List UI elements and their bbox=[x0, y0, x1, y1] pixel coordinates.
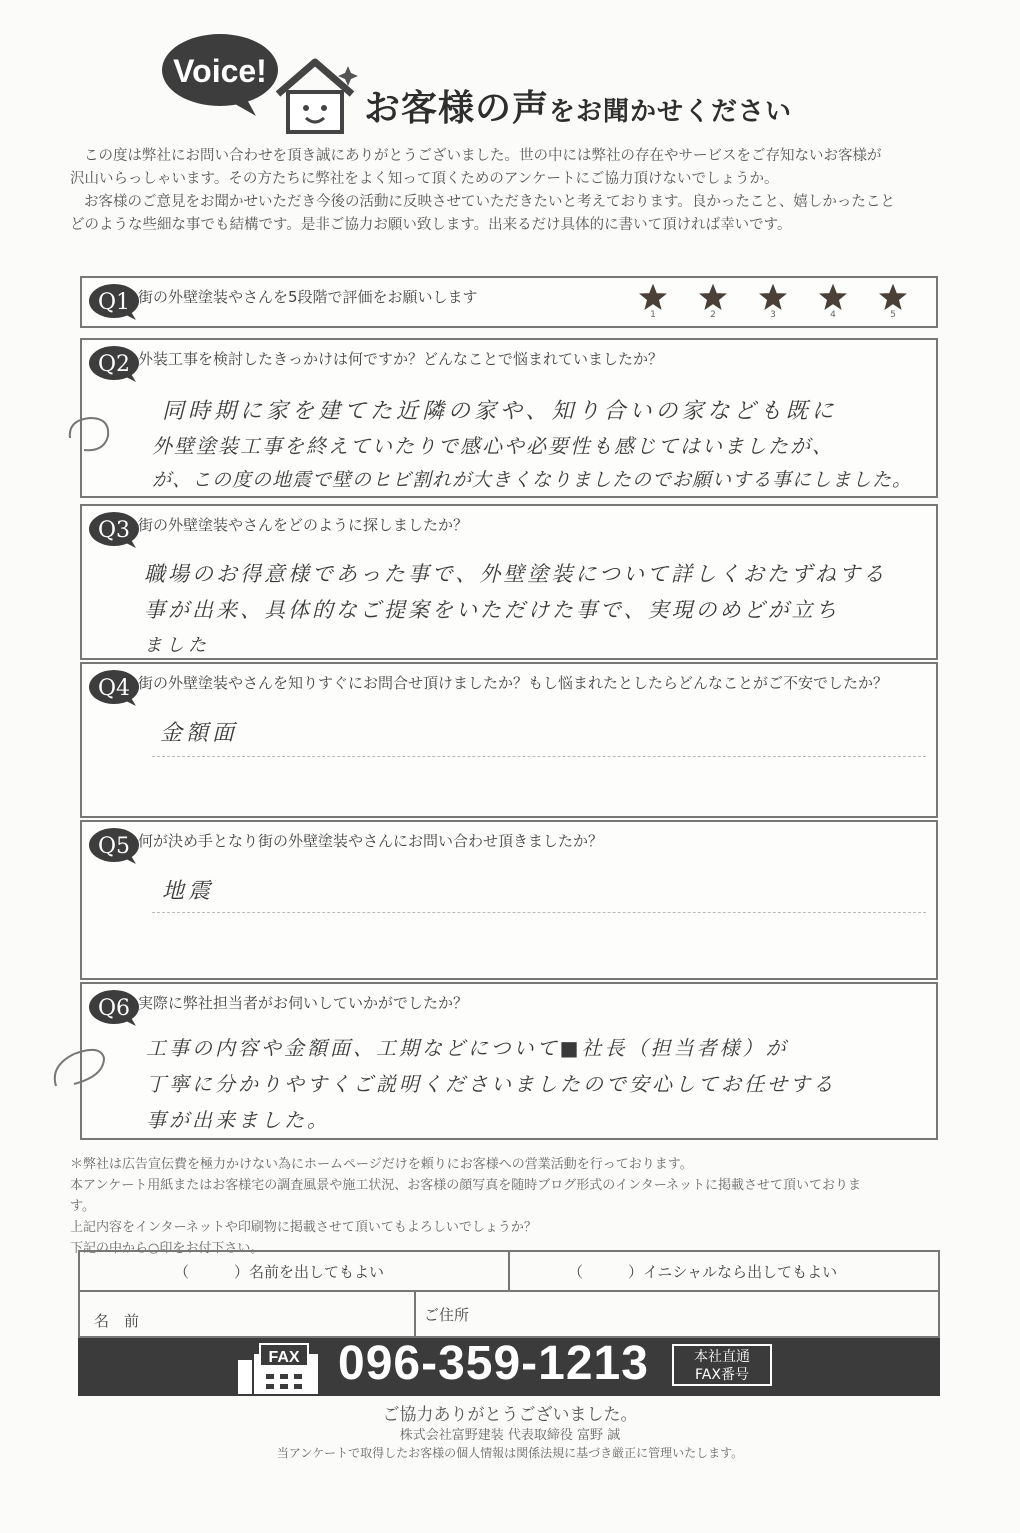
note-line: す。 bbox=[70, 1199, 95, 1214]
question-box-q2 bbox=[80, 338, 938, 498]
q4-text: 街の外壁塗装やさんを知りすぐにお問合せ頂けましたか？もし悩まれたとしたらどんなことがご不安でしたか？ bbox=[138, 674, 889, 692]
q4-tag-icon bbox=[88, 668, 142, 706]
circle-mark-icon bbox=[58, 408, 118, 458]
company-name: 株式会社富野建装 代表取締役 富野 誠 bbox=[399, 1428, 621, 1443]
thanks-text: ご協力ありがとうございました。 bbox=[382, 1405, 638, 1425]
q3-answer-line: 事が出来、具体的なご提案をいただけた事で、実現のめどが立ち bbox=[144, 598, 840, 622]
q6-answer-line: 事が出来ました。 bbox=[146, 1108, 330, 1132]
note-line: 上記内容をインターネットや印刷物に掲載させて頂いてもよろしいでしょうか？ bbox=[70, 1220, 537, 1235]
q1-tag: Q1 bbox=[97, 290, 131, 315]
star-icon bbox=[699, 284, 727, 310]
answer-rule bbox=[152, 912, 926, 913]
star-number: 1 bbox=[650, 310, 656, 320]
page-title bbox=[364, 80, 792, 131]
rating-star[interactable] bbox=[878, 284, 908, 320]
star-number: 2 bbox=[710, 310, 716, 320]
star-icon bbox=[819, 284, 847, 310]
q6-tag-icon bbox=[88, 988, 142, 1026]
voice-badge-icon bbox=[158, 30, 286, 118]
note-line: 下記の中から○印をお付下さい。 bbox=[70, 1241, 264, 1256]
consent-table bbox=[78, 1250, 940, 1338]
q2-answer-line: が、この度の地震で壁のヒビ割れが大きくなりましたのでお願いする事にしました。 bbox=[152, 469, 913, 491]
q2-answer-line: 外壁塗装工事を終えていたりで感心や必要性も感じてはいましたが、 bbox=[152, 434, 834, 458]
rating-stars[interactable] bbox=[638, 284, 908, 320]
house-mascot-icon bbox=[270, 52, 360, 140]
fax-number: 096-359-1213 bbox=[338, 1337, 649, 1390]
q6-answer-line: 工事の内容や金額面、工期などについて■社長（担当者様）が bbox=[146, 1036, 789, 1060]
rating-star[interactable] bbox=[698, 284, 728, 320]
intro-line: 沢山いらっしゃいます。その方たちに弊社をよく知って頂くためのアンケートにご協力頂けないでしょうか。 bbox=[70, 171, 779, 187]
star-number: 4 bbox=[830, 310, 836, 320]
rating-star[interactable] bbox=[818, 284, 848, 320]
q1-text: 街の外壁塗装やさんを5段階で評価をお願いします bbox=[138, 288, 478, 306]
q3-text: 街の外壁塗装やさんをどのように探しましたか？ bbox=[138, 516, 469, 534]
q2-text: 外装工事を検討したきっかけは何ですか？どんなことで悩まれていましたか？ bbox=[138, 350, 664, 368]
q2-tag-icon bbox=[88, 344, 142, 382]
question-box-q1 bbox=[80, 276, 938, 328]
note-line: 本アンケート用紙またはお客様宅の調査風景や施工状況、お客様の顔写真を随時ブログ形式のインターネットに掲載させて頂いておりま bbox=[70, 1178, 862, 1193]
fax-label-line: 本社直通 bbox=[694, 1349, 750, 1365]
fax-machine-icon bbox=[236, 1340, 320, 1396]
note-line: ＊弊社は広告宣伝費を極力かけない為にホームページだけを頼りにお客様への営業活動を行っております。 bbox=[70, 1157, 693, 1172]
q5-tag-icon bbox=[88, 826, 142, 864]
rating-star[interactable] bbox=[638, 284, 668, 320]
name-field-label: 名 前 bbox=[94, 1312, 140, 1330]
privacy-notice: 当アンケートで取得したお客様の個人情報は関係法規に基づき厳正に管理いたします。 bbox=[276, 1446, 744, 1460]
intro-text bbox=[70, 145, 970, 237]
q2-answer-line: 同時期に家を建てた近隣の家や、知り合いの家なども既に bbox=[162, 399, 838, 424]
intro-line: お客様のご意見をお聞かせいただき今後の活動に反映させていただきたいと考えております。良かったこと、嬉しかったこと bbox=[84, 194, 895, 210]
fax-number-label bbox=[672, 1344, 772, 1386]
voice-badge-text: Voice! bbox=[173, 53, 267, 89]
q1-tag-icon bbox=[88, 282, 142, 320]
circle-mark-icon bbox=[44, 1036, 114, 1096]
star-number: 3 bbox=[770, 310, 776, 320]
consent-option-name[interactable]: （ ）名前を出してもよい bbox=[174, 1263, 385, 1281]
question-box-q3 bbox=[80, 504, 938, 660]
star-icon bbox=[639, 284, 667, 310]
q6-text: 実際に弊社担当者がお伺いしていかがでしたか？ bbox=[138, 994, 469, 1012]
question-box-q6 bbox=[80, 982, 938, 1140]
q3-answer-line: 職場のお得意様であった事で、外壁塗装について詳しくおたずねする bbox=[144, 562, 887, 586]
q3-answer-line: ました bbox=[144, 635, 210, 656]
q5-tag: Q5 bbox=[97, 834, 131, 859]
question-box-q4 bbox=[80, 662, 938, 818]
title-sub: をお聞かせください bbox=[549, 97, 793, 127]
star-number: 5 bbox=[890, 310, 896, 320]
star-icon bbox=[879, 284, 907, 310]
question-box-q5 bbox=[80, 820, 938, 980]
q5-answer-line: 地震 bbox=[162, 879, 215, 904]
answer-rule bbox=[152, 756, 926, 757]
intro-line: どのような些細な事でも結構です。是非ご協力お願い致します。出来るだけ具体的に書いて頂ければ幸いです。 bbox=[70, 217, 792, 233]
usage-notes bbox=[70, 1154, 950, 1259]
consent-option-initial[interactable]: （ ）イニシャルなら出してもよい bbox=[568, 1263, 838, 1281]
q3-tag-icon bbox=[88, 510, 142, 548]
q4-answer-line: 金額面 bbox=[160, 721, 239, 746]
q3-tag: Q3 bbox=[97, 518, 131, 543]
intro-line: この度は弊社にお問い合わせを頂き誠にありがとうございました。世の中には弊社の存在やサービスをご存知ないお客様が bbox=[84, 148, 882, 164]
q4-tag: Q4 bbox=[97, 676, 131, 701]
q2-tag: Q2 bbox=[97, 352, 131, 377]
star-icon bbox=[759, 284, 787, 310]
rating-star[interactable] bbox=[758, 284, 788, 320]
address-field-label: ご住所 bbox=[424, 1306, 470, 1324]
fax-icon-label: FAX bbox=[268, 1349, 300, 1366]
q6-tag: Q6 bbox=[97, 996, 131, 1021]
q6-answer-line: 丁寧に分かりやすくご説明くださいましたので安心してお任せする bbox=[146, 1072, 836, 1096]
fax-label-line: FAX番号 bbox=[695, 1367, 749, 1383]
title-main: お客様の声 bbox=[364, 88, 550, 129]
q5-text: 何が決め手となり街の外壁塗装やさんにお問い合わせ頂きましたか？ bbox=[138, 832, 604, 850]
